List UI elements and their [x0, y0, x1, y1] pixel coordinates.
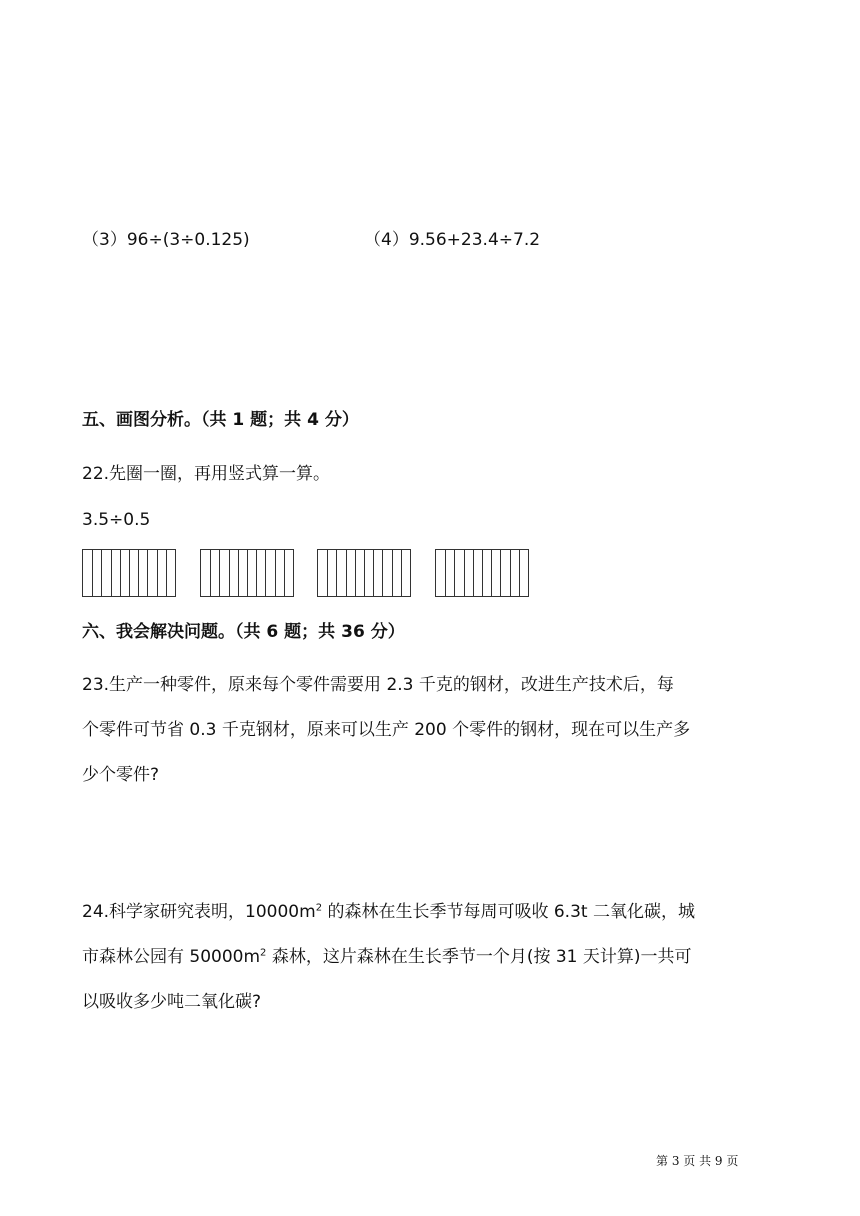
grid-stripe [238, 550, 239, 596]
grid-stripe [401, 550, 402, 596]
question-24-line-3: 以吸收多少吨二氧化碳? [82, 992, 262, 1012]
grid-stripe [392, 550, 393, 596]
grid-stripe [473, 550, 474, 596]
grid-stripe [275, 550, 276, 596]
question-22-expression: 3.5÷0.5 [82, 510, 151, 530]
grid-stripe [336, 550, 337, 596]
grid-stripe [265, 550, 266, 596]
grid-stripe [101, 550, 102, 596]
section-5-count: 1 [232, 410, 245, 430]
grid-stripe [120, 550, 121, 596]
grid-stripe [454, 550, 455, 596]
grid-stripe [464, 550, 465, 596]
grid-stripe [284, 550, 285, 596]
grid-stripe [256, 550, 257, 596]
grid-box-4 [435, 549, 529, 597]
grid-stripe [157, 550, 158, 596]
grid-stripe [327, 550, 328, 596]
section-6-heading: 六、我会解决问题。（共 6 题；共 36 分） [82, 622, 405, 642]
grid-stripe [445, 550, 446, 596]
grid-stripe [219, 550, 220, 596]
grid-stripe [364, 550, 365, 596]
grid-stripe [373, 550, 374, 596]
grid-stripe [147, 550, 148, 596]
question-23-line-3: 少个零件? [82, 765, 160, 785]
grid-stripe [166, 550, 167, 596]
grid-stripe [129, 550, 130, 596]
grid-boxes [82, 549, 542, 599]
grid-stripe [111, 550, 112, 596]
problem-3: （3）96÷(3÷0.125) [82, 230, 250, 250]
question-23-line-2: 个零件可节省 0.3 千克钢材，原来可以生产 200 个零件的钢材，现在可以生产多 [82, 720, 691, 740]
grid-box-2 [200, 549, 294, 597]
grid-stripe [92, 550, 93, 596]
grid-stripe [229, 550, 230, 596]
grid-stripe [346, 550, 347, 596]
grid-stripe [382, 550, 383, 596]
grid-stripe [500, 550, 501, 596]
question-23-line-1: 23.生产一种零件，原来每个零件需要用 2.3 千克的钢材，改进生产技术后，每 [82, 675, 674, 695]
problem-4: （4）9.56+23.4÷7.2 [364, 230, 541, 250]
grid-box-3 [317, 549, 411, 597]
grid-stripe [210, 550, 211, 596]
section-5-score: 4 [307, 410, 319, 430]
question-24-line-1: 24.科学家研究表明，$10000m^2$ 的森林在生长季节每周可吸收 6.3t 二氧化碳，城 [82, 902, 695, 922]
grid-stripe [138, 550, 139, 596]
grid-stripe [491, 550, 492, 596]
grid-stripe [247, 550, 248, 596]
grid-stripe [510, 550, 511, 596]
grid-box-1 [82, 549, 176, 597]
superscript-2: 2 [260, 947, 267, 959]
superscript-2: 2 [315, 902, 323, 914]
section-6-score: 36 [341, 622, 365, 642]
grid-stripe [355, 550, 356, 596]
section-5-heading: 五、画图分析。（共 1 题；共 4 分） [82, 410, 359, 430]
grid-stripe [482, 550, 483, 596]
question-24-line-2: 市森林公园有 $50000m^2$ 森林，这片森林在生长季节一个月(按 31 天计算)一共可 [82, 947, 692, 967]
page-footer: 第 3 页 共 9 页 [656, 1154, 739, 1168]
question-22: 22.先圈一圈，再用竖式算一算。 [82, 464, 331, 484]
section-6-count: 6 [266, 622, 279, 642]
grid-stripe [519, 550, 520, 596]
